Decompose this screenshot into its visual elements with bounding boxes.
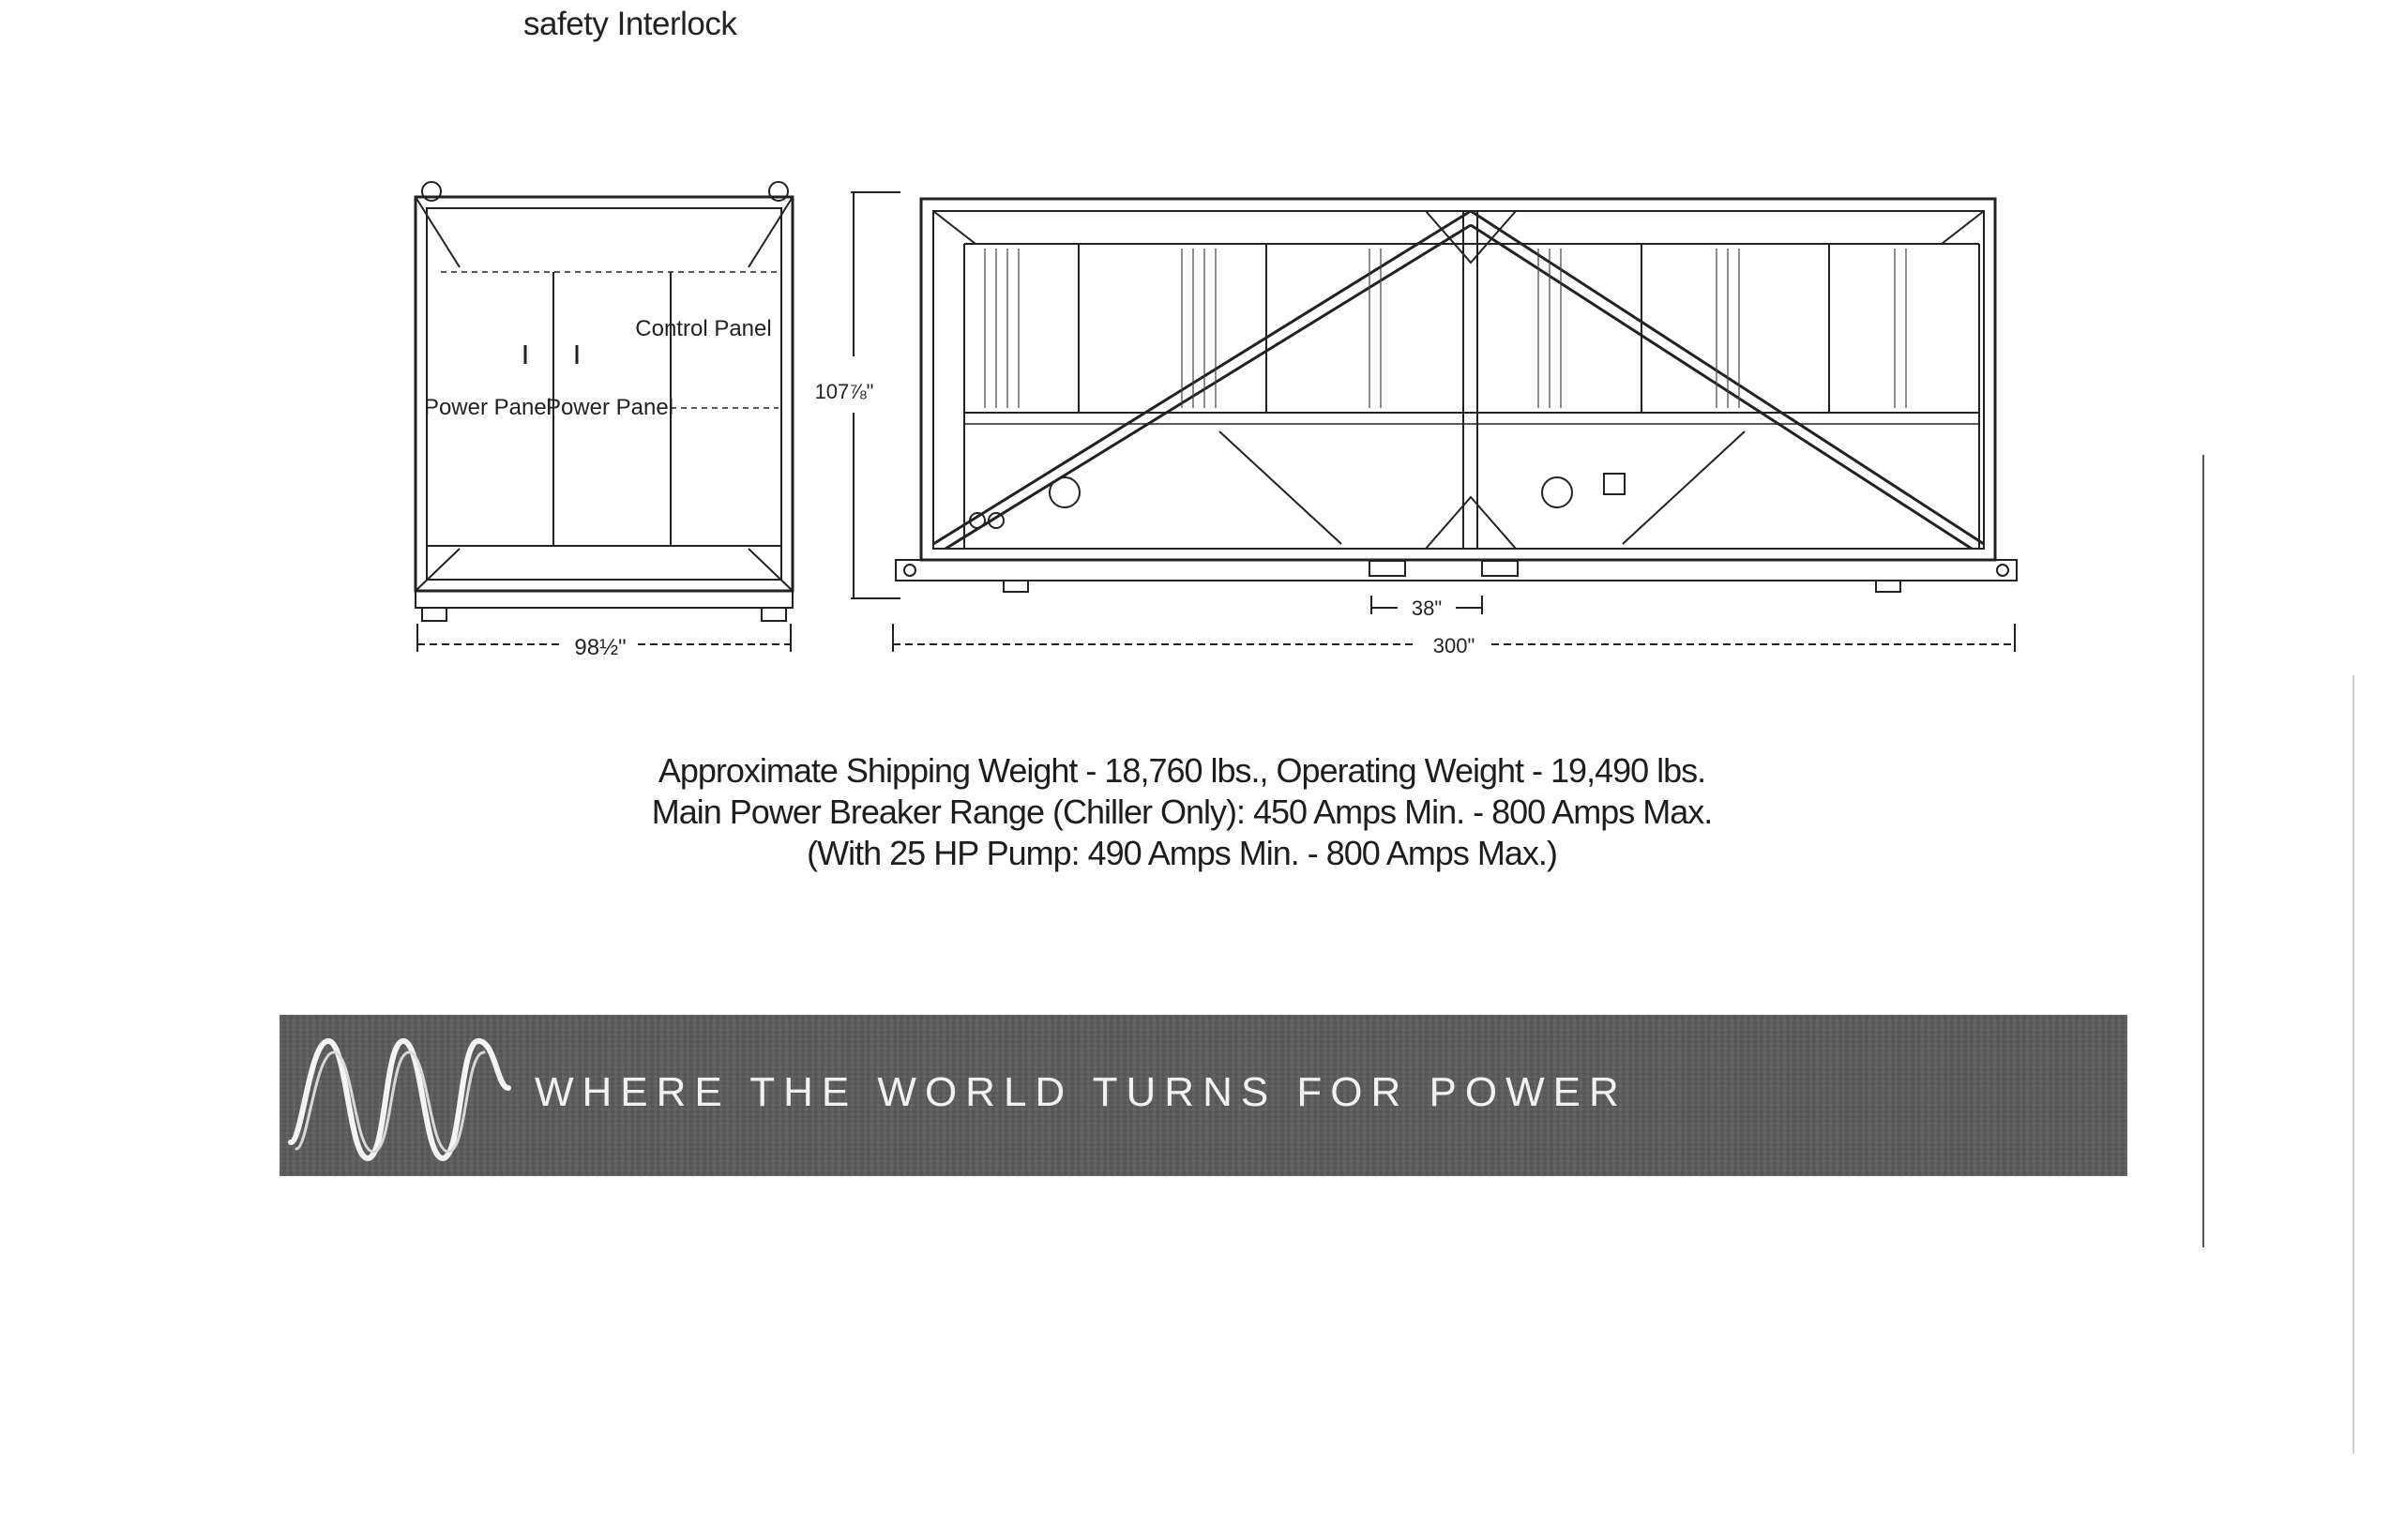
control-panel-label: Control Panel: [635, 316, 772, 341]
right-edge-scan-line: [2352, 675, 2354, 1454]
spec-pump-line: (With 25 HP Pump: 490 Amps Min. - 800 Amps Max.): [807, 834, 1557, 872]
side-view-height-dimension: 107⅞": [814, 380, 874, 403]
specifications-block: [525, 750, 1838, 874]
power-panel-label-1: Power Panel: [423, 395, 552, 420]
header-fragment: safety Interlock: [523, 6, 737, 42]
sine-wave-logo-icon: [283, 1032, 527, 1172]
tagline-banner: [280, 1015, 2127, 1176]
side-view: [851, 192, 2017, 598]
banner-tagline: WHERE THE WORLD TURNS FOR POWER: [535, 1069, 1627, 1115]
end-view-width-dimension: 98½": [574, 635, 627, 660]
power-panel-label-2: Power Panel: [545, 395, 674, 420]
side-view-spacing-dimension: 38": [1411, 596, 1443, 620]
side-view-length-dimension: 300": [1432, 634, 1475, 657]
spec-breaker-line: Main Power Breaker Range (Chiller Only): 450 Amps Min. - 800 Amps Max.: [651, 793, 1713, 831]
chiller-technical-drawing: [403, 169, 2045, 675]
right-margin-rule: [2202, 455, 2204, 1247]
spec-weight-line: Approximate Shipping Weight - 18,760 lbs., Operating Weight - 19,490 lbs.: [658, 751, 1706, 790]
